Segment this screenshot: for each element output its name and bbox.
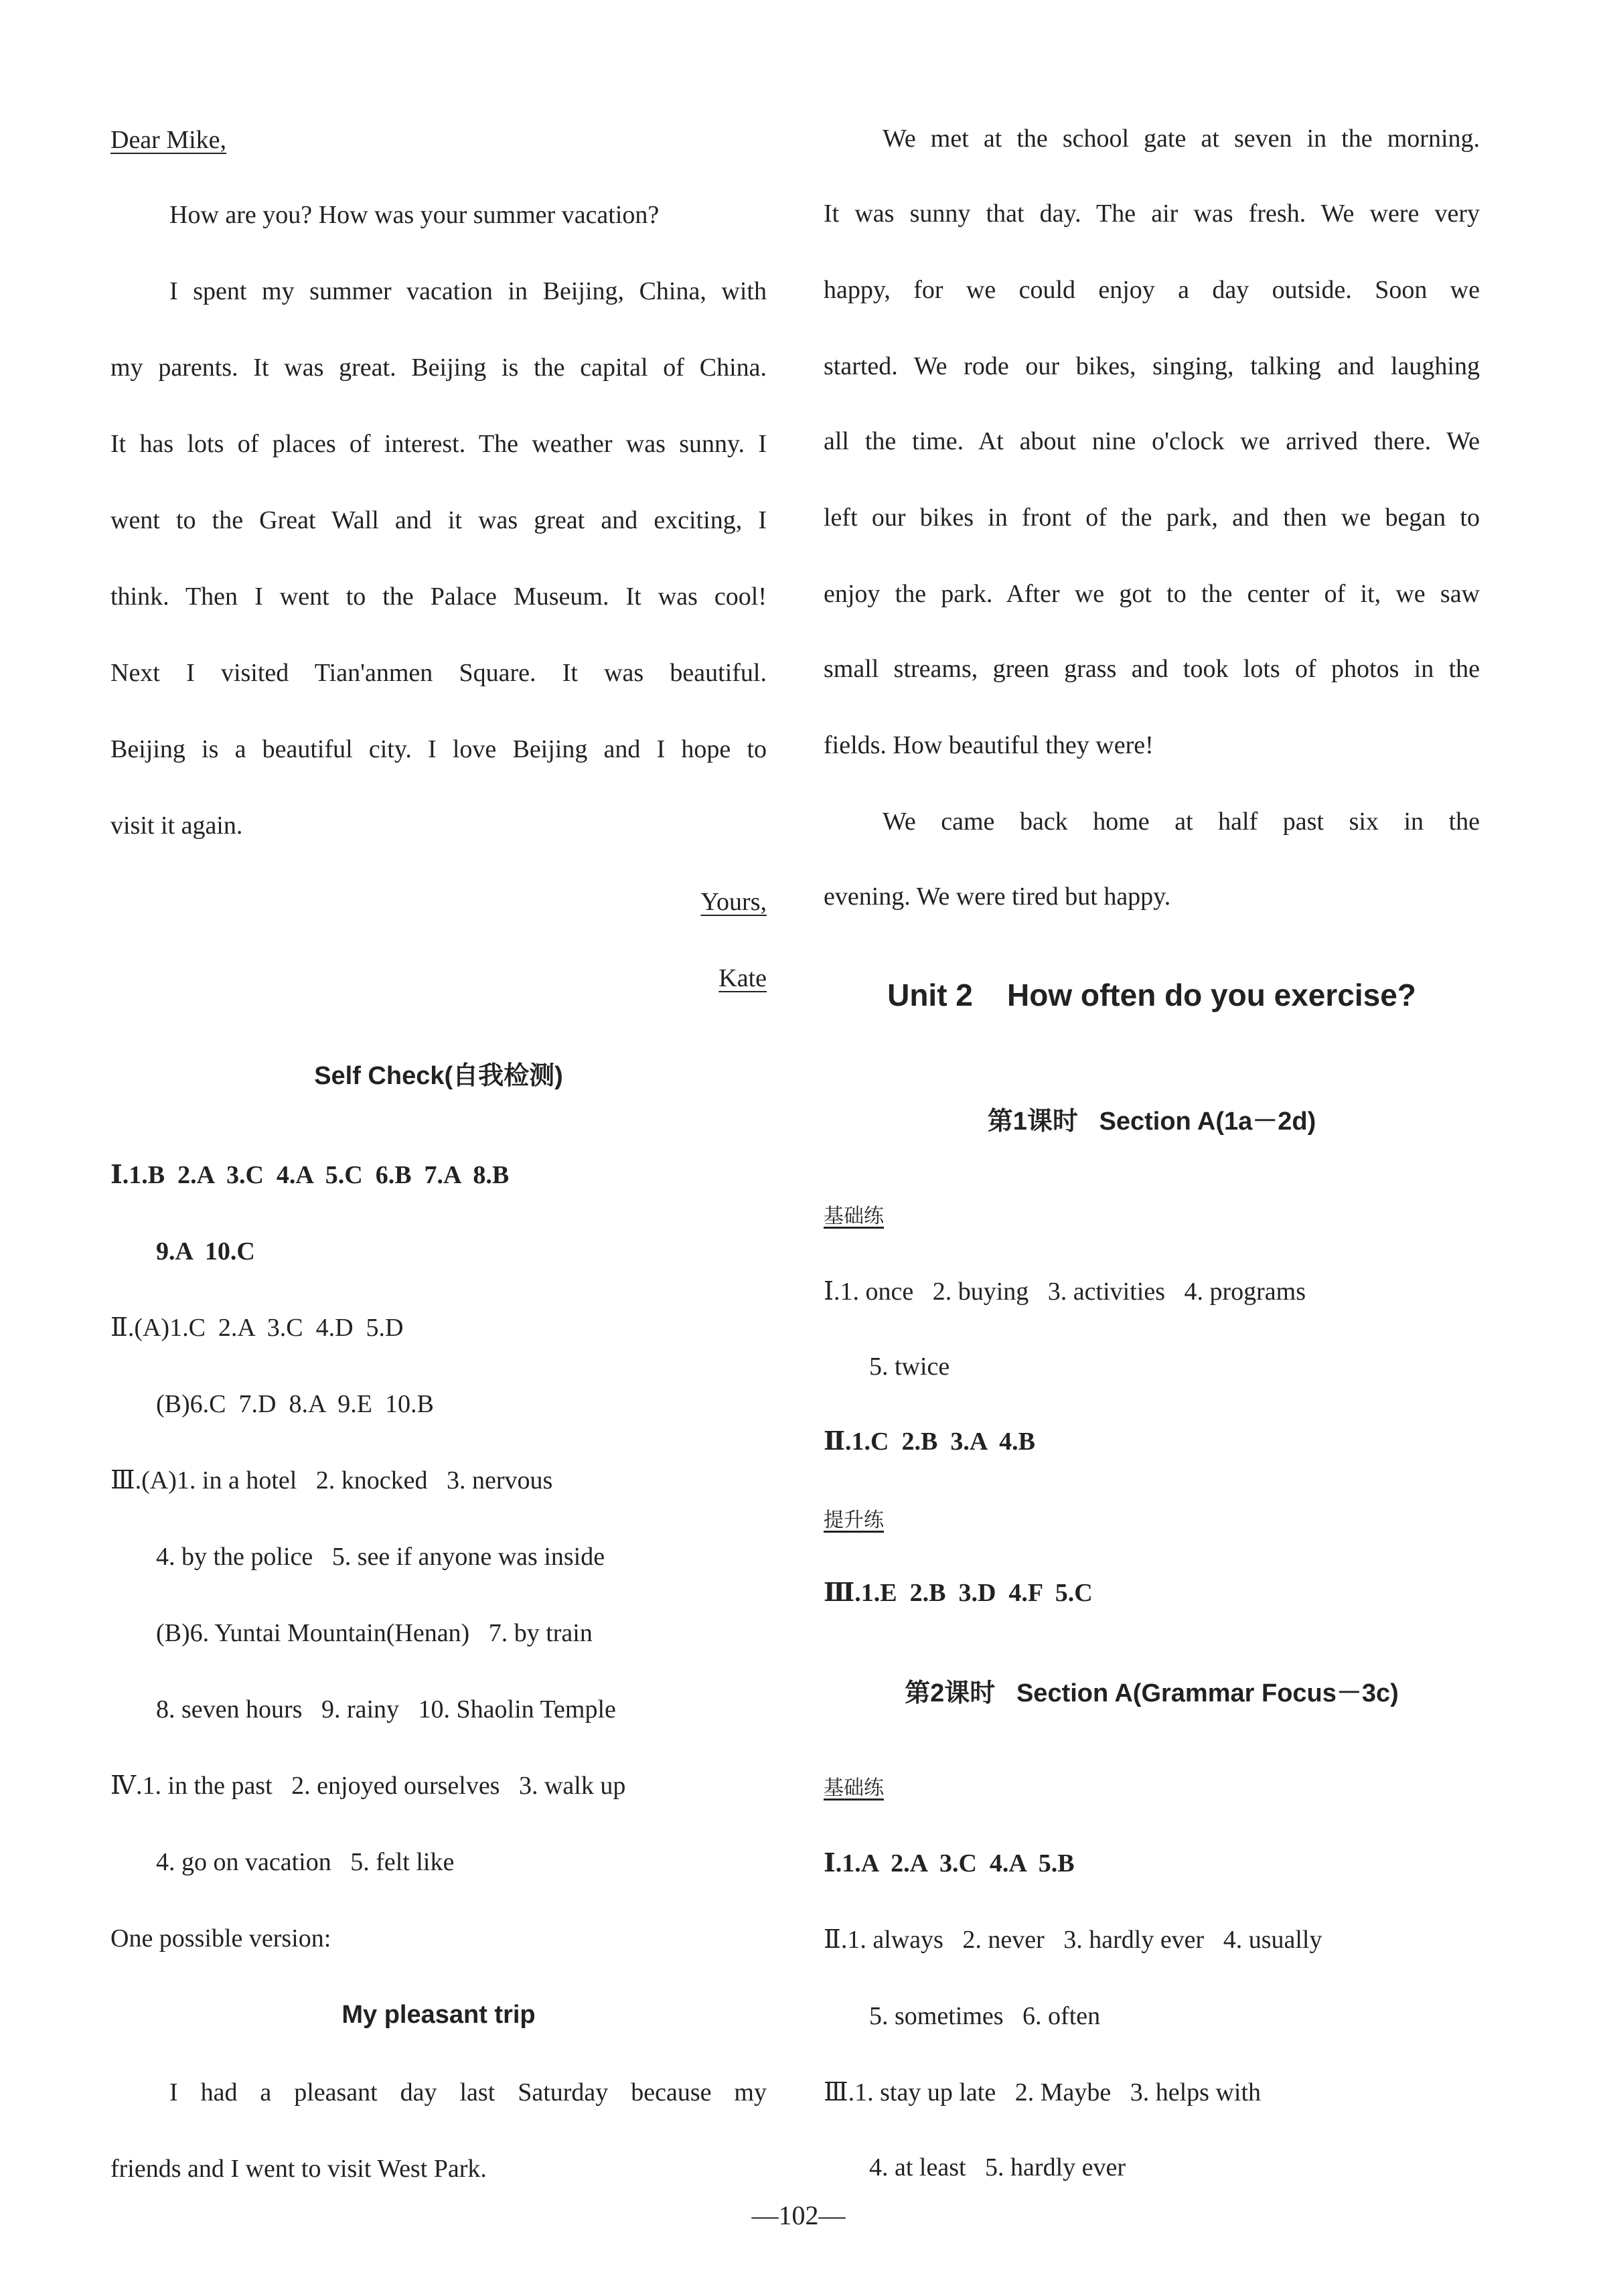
self-check-title: Self Check(自我检测) [314,1062,563,1090]
essay-line: left our bikes in front of the park, and then we began to [824,504,1480,532]
answer-line: Ⅱ.(A)1.C 2.A 3.C 4.D 5.D [110,1314,404,1342]
essay-line: We met at the school gate at seven in the morning. [883,125,1480,153]
essay-line: It was sunny that day. The air was fresh. We were very [824,200,1480,228]
answer-line: 4. at least 5. hardly ever [869,2153,1126,2182]
essay-line: friends and I went to visit West Park. [110,2155,487,2183]
letter-greeting: Dear Mike, [110,126,227,154]
possible-version-label: One possible version: [110,1924,331,1953]
essay-line: started. We rode our bikes, singing, talking and laughing [824,352,1480,380]
letter-signature: Kate [718,964,767,992]
exercise-tag: 提升练 [824,1509,884,1532]
letter-line: my parents. It was great. Beijing is the capital of China. [110,354,767,382]
letter-line: It has lots of places of interest. The weather was sunny. I [110,430,767,458]
answer-line: Ⅳ.1. in the past 2. enjoyed ourselves 3. walk up [110,1772,626,1800]
essay-line: enjoy the park. After we got to the center of it, we saw [824,580,1480,608]
answer-line: (B)6. Yuntai Mountain(Henan) 7. by train [156,1619,593,1647]
lesson-title: 第1课时 Section A(1a－2d) [987,1107,1316,1136]
answer-line: Ⅱ.1. always 2. never 3. hardly ever 4. usually [824,1926,1322,1954]
essay-line: evening. We were tired but happy. [824,883,1171,911]
lesson-title: 第2课时 Section A(Grammar Focus－3c) [905,1679,1399,1707]
essay-line: happy, for we could enjoy a day outside. Soon we [824,276,1480,304]
answer-line: Ⅲ.1. stay up late 2. Maybe 3. helps with [824,2078,1261,2107]
answer-line: 4. go on vacation 5. felt like [156,1848,455,1876]
essay-line: We came back home at half past six in the [883,808,1480,836]
answer-line: 4. by the police 5. see if anyone was inside [156,1543,605,1571]
answer-line: Ⅰ.1.B 2.A 3.C 4.A 5.C 6.B 7.A 8.B [110,1161,510,1189]
essay-title: My pleasant trip [341,2001,536,2029]
answer-line: 9.A 10.C [156,1237,255,1266]
letter-line: How are you? How was your summer vacation? [169,201,660,229]
letter-line: went to the Great Wall and it was great and exciting, I [110,506,767,534]
unit-title: Unit 2 How often do you exercise? [887,978,1416,1012]
letter-closing: Yours, [700,888,767,916]
answer-line: Ⅲ.(A)1. in a hotel 2. knocked 3. nervous [110,1466,553,1495]
answer-line: Ⅰ.1. once 2. buying 3. activities 4. programs [824,1278,1306,1306]
answer-line: 8. seven hours 9. rainy 10. Shaolin Temple [156,1695,616,1724]
exercise-tag: 基础练 [824,1205,884,1228]
answer-line: Ⅱ.1.C 2.B 3.A 4.B [824,1428,1036,1456]
answer-line: 5. twice [869,1353,950,1381]
essay-line: small streams, green grass and took lots of photos in the [824,655,1480,683]
letter-line: Next I visited Tian'anmen Square. It was beautiful. [110,659,767,687]
essay-line: I had a pleasant day last Saturday because my [169,2078,767,2107]
letter-line: visit it again. [110,812,243,840]
answer-line: Ⅲ.1.E 2.B 3.D 4.F 5.C [824,1579,1093,1607]
answer-line: (B)6.C 7.D 8.A 9.E 10.B [156,1390,434,1418]
essay-line: all the time. At about nine o'clock we arrived there. We [824,427,1480,455]
answer-line: 5. sometimes 6. often [869,2002,1101,2030]
answer-line: Ⅰ.1.A 2.A 3.C 4.A 5.B [824,1849,1075,1878]
letter-line: I spent my summer vacation in Beijing, China, with [169,277,767,305]
exercise-tag: 基础练 [824,1776,884,1800]
page-number: —102— [751,2200,846,2230]
letter-line: Beijing is a beautiful city. I love Beijing and I hope to [110,735,767,763]
letter-line: think. Then I went to the Palace Museum. It was cool! [110,583,767,611]
essay-line: fields. How beautiful they were! [824,731,1154,759]
